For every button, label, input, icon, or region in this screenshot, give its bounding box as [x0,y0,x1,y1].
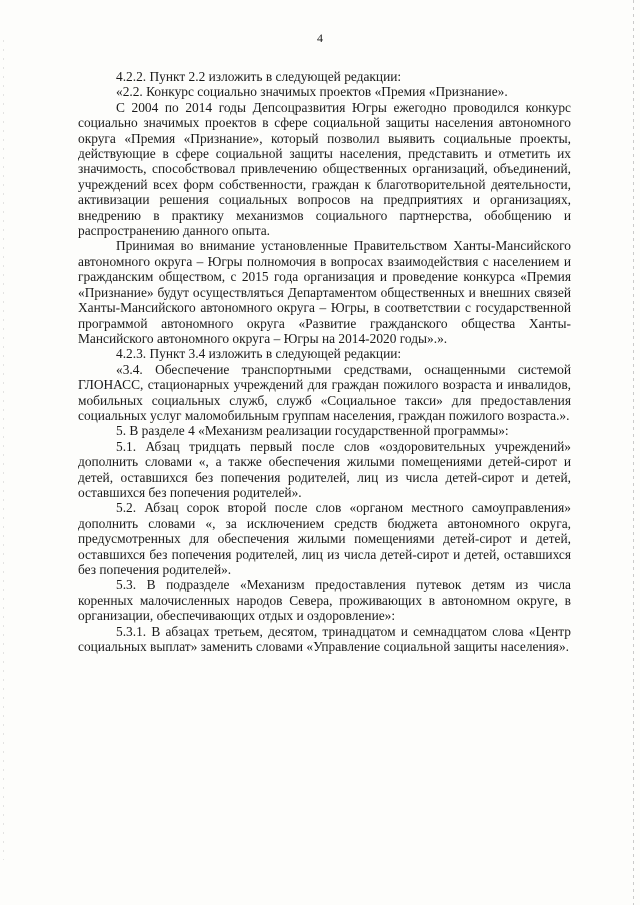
paragraph: 5.3.1. В абзацах третьем, десятом, тринадцатом и семнадцатом слова «Центр социальных выплат» заменить словами «Управление социальной защиты населения». [78,623,571,655]
paragraph: 5.3. В подразделе «Механизм предоставления путевок детям из числа коренных малочисленных народов Севера, проживающих в автономном округе, в организации, обеспечивающих отдых и оздоровление»: [78,577,571,624]
paragraph: С 2004 по 2014 годы Депсоцразвития Югры ежегодно проводился конкурс социально значимых проектов в сфере социальной защиты населения автономного округа «Премия «Признание», который позволил выявить социальные проекты, действующие в сфере социальной защиты населения, представить и отметить их значимость, способствовал привлечению общественных организаций, объединений, учреждений всех форм собственности, граждан к благотворительной деятельности, активизации решения социальных вопросов на предприятиях и организациях, внедрению в практику механизмов социального партнерства, обобщению и распространению данного опыта. [78,99,571,239]
paragraph: «3.4. Обеспечение транспортными средствами, оснащенными системой ГЛОНАСС, стационарных учреждений для граждан пожилого возраста и инвалидов, мобильных социальных служб, служб «Социальное такси» для предоставления социальных услуг маломобильным группам населения, граждан пожилого возраста.». [78,361,571,423]
paragraph: 4.2.2. Пункт 2.2 изложить в следующей редакции: [116,69,402,84]
page-number: 4 [317,31,323,45]
paragraph: 5.1. Абзац тридцать первый после слов «оздоровительных учреждений» дополнить словами «, а также обеспечения жилыми помещениями детей-сирот и детей, оставшихся без попечения родителей, лиц из числа детей-сирот и детей, оставшихся без попечения родителей». [78,438,571,500]
scan-edge-left [3,40,4,860]
scan-edge-right [633,0,634,905]
paragraph: 4.2.3. Пункт 3.4 изложить в следующей редакции: [116,346,402,362]
paragraph: «2.2. Конкурс социально значимых проектов «Премия «Признание». [116,84,508,100]
paragraph: Принимая во внимание установленные Правительством Ханты-Мансийского автономного округа – Югры полномочия в вопросах взаимодействия с населением и гражданским обществом, с 2015 года организация и проведение конкурса «Премия «Признание» будут осуществляться Департаментом общественных и внешних связей Ханты-Мансийского автономного округа – Югры, в соответствии с государственной программой автономного округа «Развитие гражданского общества Ханты-Мансийского автономного округа – Югры на 2014-2020 годы».». [78,238,571,346]
paragraph: 5. В разделе 4 «Механизм реализации государственной программы»: [116,423,509,439]
document-body [78,69,571,654]
paragraph: 5.2. Абзац сорок второй после слов «органом местного самоуправления» дополнить словами «, за исключением средств бюджета автономного округа, предусмотренных для обеспечения жилыми помещениями детей-сирот и детей, оставшихся без попечения родителей, лиц из числа детей-сирот и детей, оставшихся без попечения родителей». [78,500,571,577]
